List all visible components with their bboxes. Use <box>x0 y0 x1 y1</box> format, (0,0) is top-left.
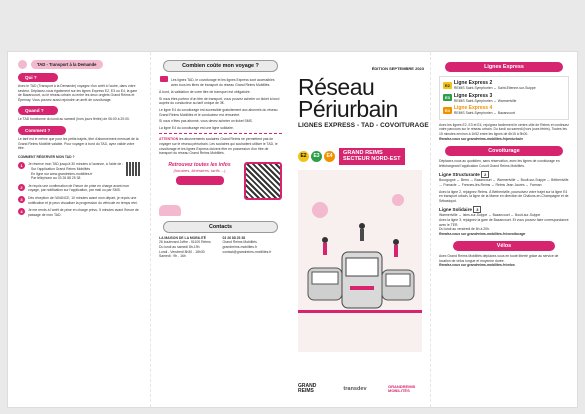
step-3 <box>18 196 140 205</box>
step-4-text: Je me rends à l'arrêt de prise en charge prévu, 5 minutes avant l'heure de passage de mon TAD. <box>28 208 139 217</box>
cover-title-line1: Réseau <box>298 74 375 100</box>
comment-title: Comment ? <box>18 126 66 135</box>
qui-title: Qui ? <box>18 73 58 82</box>
step-4 <box>18 208 140 217</box>
passenger-figure-center <box>359 223 365 241</box>
express-lines <box>439 76 569 120</box>
structurante-label: Ligne Structurante <box>439 172 480 178</box>
qui-text: Avec le TAD (Transport à la Demande) voyagez d'un arrêt à l'autre, dans votre secteur. Déplacez-vous également sur les lignes Express E2, E3 ou E4, la gare de Bazancourt, ou le réseau urbain ou entre les deux onglets Grand Reims et Épernay. Vous pouvez aussi rejoindre un arrêt de covoiturage. <box>18 84 138 102</box>
ticket-icon <box>160 76 168 82</box>
pricing-bullet: Si vous êtes porteur d'un titre de transport, vous pouvez acheter un ticket à bord auprès du conducteur au tarif unique de 3€. <box>159 96 280 106</box>
attention-block <box>159 137 282 155</box>
solidaire-label: Ligne Solidaire <box>439 207 472 213</box>
sector-line2: SECTEUR NORD-EST <box>343 156 401 163</box>
solidaire-stops: Warmeriville ↔ Isles-sur-Suippe ↔ Bazancourt ↔ Boult-sur-Suippe <box>439 213 541 218</box>
transdev-logo: transdev <box>343 386 367 393</box>
contact-phone[interactable]: 03 26 88 25 38 <box>222 235 246 240</box>
cover-title-line2: Périurbain <box>298 96 398 122</box>
step-1-option: Sur l'application Grand Reims Mobilités <box>31 166 91 171</box>
cover-subtitle: LIGNES EXPRESS - TAD - COVOITURAGE <box>298 122 429 129</box>
e3-desc: REIMS Saint-Symphorien ↔ Warmeriville <box>453 98 517 103</box>
car-icon <box>159 205 181 216</box>
velos-header: Vélos <box>453 241 555 251</box>
contact-social[interactable]: Grand Reims Mobilités <box>222 240 257 245</box>
comment-text: Le tarif est le même que pour les petits trajets, titre d'abonnement mensuel de la Grand Reims Mobilité valable. Pour voyager à bord du TAD, ayez validé votre titre. <box>18 136 139 151</box>
promo-link-button[interactable] <box>176 176 224 185</box>
covoit-text: Déplacez-vous au quotidien, sans réservation, avec les lignes de covoiturage en téléchargeant l'application Covoit Grand Reims Mobilités. <box>439 159 560 168</box>
tad-icon <box>18 60 27 69</box>
step-3-number: 3 <box>18 196 25 203</box>
structurante-stops: Bourgogne ↔ Berru ↔ Bazancourt ↔ Warmeriville ↔ Boult-sur-Suippe ↔ Bétheniville ↔ Pomacle ↔ Fresnes-lès-Reims ↔ Reims Jean Jaurès ↔ Farman <box>439 178 569 187</box>
e2-name: Ligne Express 2 <box>453 80 493 86</box>
step-1-option: En ligne sur www.grandreims-mobilites.fr <box>31 171 93 176</box>
step-1-text: Je réserve mon TAD jusqu'à 30 minutes à l'avance, à l'aide de : <box>28 162 124 167</box>
e4-desc: REIMS Saint-Symphorien ↔ Bazancourt <box>453 111 515 116</box>
badge-e3: E3 <box>311 151 322 162</box>
promo-title: Retrouvez toutes les infos <box>168 161 231 168</box>
solidaire-hours: Du lundi au vendredi de 6h à 20h. <box>439 227 490 232</box>
velos-link[interactable]: Rendez-vous sur grandreims-mobilites.fr/velos <box>439 263 515 268</box>
step-1-option: Par téléphone au 03 26 88 25 38 <box>31 176 81 181</box>
pricing-bullet: La ligne E4 du covoiturage est une ligne solidaire. <box>159 125 234 130</box>
attention-text: les abonnements scolaires Grand Reims ne permettent pas de voyager sur le réseau périurbain. Les scolaires qui souhaitent utiliser le TAD, le covoiturage et les lignes Express doivent être en possession d'un titre de transport du réseau Grand Reims Mobilités. <box>159 137 278 156</box>
grand-reims-logo: GRAND REIMS <box>298 382 317 395</box>
panel-tad <box>8 52 150 407</box>
step-3-text: Dès réception de l'AVANCE, 10 minutes avant mon départ, je reçois une notification et je peux visualiser la progression du véhicule en temps réel. <box>28 195 138 205</box>
e4-name: Ligne Express 4 <box>453 105 493 112</box>
sector-banner <box>339 148 405 165</box>
e3-tag: E3 <box>445 95 450 101</box>
badge-e2: E2 <box>298 151 309 162</box>
steps-title: COMMENT RÉSERVER MON TAD ? <box>18 154 75 159</box>
panel-pricing <box>150 52 290 407</box>
contact-line: Lundi - Vendredi 8h30 - 18h30 <box>159 249 205 254</box>
tad-header: TAD - Transport à la Demande <box>31 60 103 69</box>
grandreims-mobilites-logo: GRANDREIMS MOBILITÉS <box>387 383 416 394</box>
brochure-sheet <box>8 52 577 407</box>
promo-block <box>159 162 282 200</box>
pricing-text: Les lignes TAD, le covoiturage et les lignes Express sont accessibles avec tous les titres de transport du réseau Grand Reims Mobilités. <box>171 78 275 87</box>
cover-edition: ÉDITION SEPTEMBRE 2023 <box>371 66 424 71</box>
passenger-figure-left <box>322 237 328 255</box>
step-4-number: 4 <box>18 208 25 215</box>
solidaire-number: 3 <box>473 206 481 213</box>
contact-line: LA MAISON DE LA MOBILITÉ <box>159 235 207 240</box>
sector-line1: GRAND REIMS <box>343 150 383 156</box>
quand-title: Quand ? <box>18 106 58 115</box>
express-line-e3 <box>443 93 565 104</box>
express-link[interactable]: Rendez-vous sur grandreims-mobilites.fr/periurbain <box>439 136 523 141</box>
step-1 <box>18 162 140 180</box>
covoit-header: Covoiturage <box>445 146 563 156</box>
step-2-text: Je reçois une confirmation de l'heure de prise en charge avant mon voyage, par notification sur l'application, par mail ou par SMS. <box>28 183 130 193</box>
van-right-icon <box>382 270 414 300</box>
promo-qr-code-icon <box>244 162 282 200</box>
qr-code-icon <box>126 162 140 176</box>
contact-line: Samedi : 9h - 16h <box>159 254 186 259</box>
cover-illustration <box>298 170 422 352</box>
covoit-link[interactable]: Rendez-vous sur grandreims-mobilites.fr/covoiturage <box>439 231 526 236</box>
badge-e4: E4 <box>324 151 335 162</box>
structurante-row <box>439 171 569 178</box>
velos-text: Avec Grand Reims Mobilités déplacez-vous en toute liberté grâce au service de location de vélos longue et moyenne durée. <box>439 254 559 263</box>
contact-line: Du lundi au samedi 8h-19h <box>159 244 200 249</box>
pricing-bullet: Si vous n'êtes pas abonné, vous devez acheter un ticket SMS. <box>159 119 253 124</box>
pricing-bullet: Le ligne E4 du covoiturage est accessible gratuitement aux abonnés du réseau Grand Reims Mobilités et le conducteur est rémunéré. <box>159 107 278 117</box>
step-2-number: 2 <box>18 184 25 191</box>
structurante-text: Avec la ligne 2, rejoignez Reims. À Bétheniville, poursuivez votre trajet sur la ligne E4 en transport urbain, la ligne de la Marne en direction de Châlons-en-Champagne et de Sébastopol. <box>439 189 569 203</box>
quand-text: Le TAD fonctionne du lundi au samedi (hors jours fériés) de 06:00 à 20:00. <box>18 117 130 122</box>
bus-center-icon <box>342 252 382 308</box>
express-line-e4 <box>443 105 565 116</box>
car-left-icon <box>308 268 342 300</box>
structurante-number: 2 <box>481 171 489 178</box>
e3-name: Ligne Express 3 <box>453 92 493 99</box>
contacts-header: Contacts <box>163 221 278 233</box>
e4-tag: E4 <box>445 107 450 113</box>
step-2 <box>18 184 140 193</box>
panel-cover <box>290 52 430 407</box>
passenger-figure-right <box>393 239 399 257</box>
solidaire-text: Avec la ligne 3, rejoignez la gare de Bazancourt. Et vous pouvez faire correspondance avec le TER. <box>439 217 569 227</box>
solidaire-row <box>439 206 569 213</box>
promo-subtitle: (horaires, itinéraires, tarifs ...) <box>173 167 226 173</box>
contact-line: 26 boulevard Joffre - 51100 Reims <box>159 240 211 245</box>
pricing-bullet: À bord, la validation de votre titre de transport est obligatoire. <box>159 90 251 95</box>
express-text: Avec les lignes E2, E3 et E4, rejoignez facilement le centre-ville de Reims et continuez votre parcours sur le réseau urbain. Du lundi au samedi (hors jours fériés). Toutes les 15 minutes environ à 1h52 entre les lignes de 6h15 à 9h00. <box>439 122 569 136</box>
panel-lines <box>430 52 577 407</box>
e2-desc: REIMS Saint-Symphorien ↔ Saint-Etienne-sur-Suippe <box>453 86 536 90</box>
e2-tag: E2 <box>445 82 450 88</box>
contact-website[interactable]: grandreims-mobilites.fr <box>222 244 257 249</box>
express-header: Lignes Express <box>445 62 563 72</box>
step-1-number: 1 <box>18 162 25 169</box>
contact-email[interactable]: contact@grandreims-mobilites.fr <box>222 249 272 254</box>
express-line-e2 <box>443 80 565 91</box>
pricing-header: Combien coûte mon voyage ? <box>163 60 278 72</box>
attention-label: ATTENTION <box>159 137 179 142</box>
